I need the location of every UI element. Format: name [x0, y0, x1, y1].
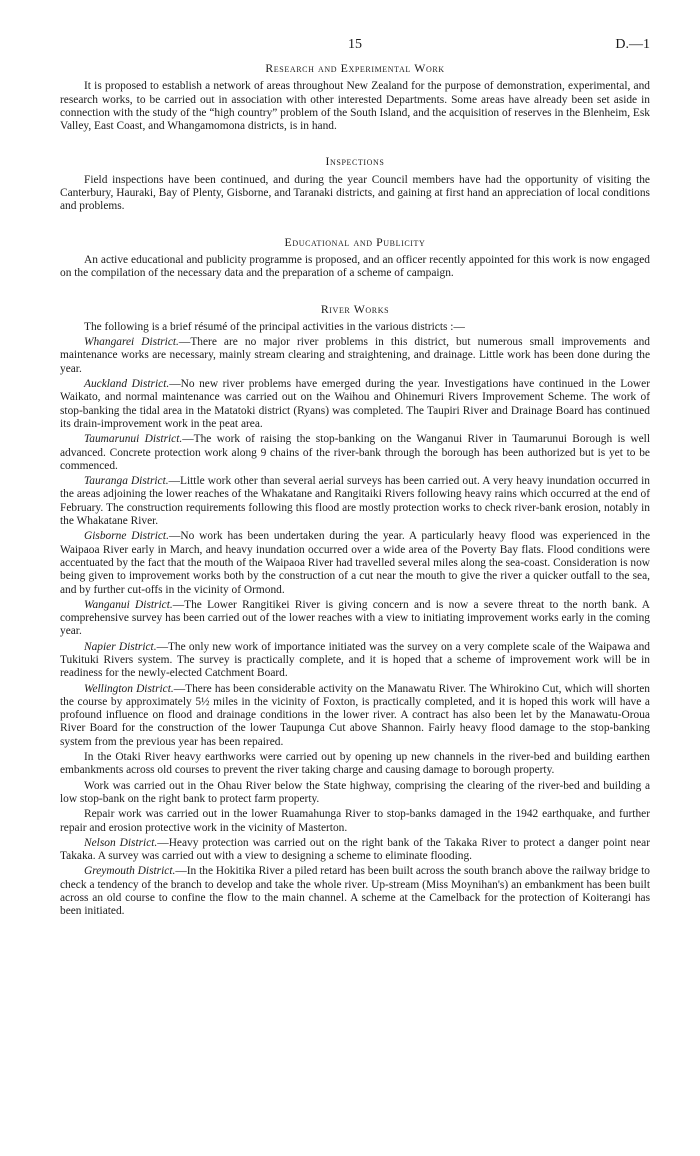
section-heading-publicity: Educational and Publicity — [284, 234, 426, 249]
district-name-whangarei: Whangarei District. — [84, 336, 179, 349]
section-river-works — [60, 303, 650, 919]
paragraph-otaki: In the Otaki River heavy earthworks were carried out by opening up new channels in the river-bed and building earthen embankments across old courses to prevent the river taking charge and causing damage to borough property. — [60, 751, 650, 777]
document-reference: D.—1 — [615, 37, 650, 52]
district-name-wellington: Wellington District. — [84, 682, 174, 695]
paragraph-nelson — [60, 837, 650, 864]
section-inspections — [60, 155, 650, 213]
paragraph-whangarei — [60, 336, 650, 376]
district-name-napier: Napier District. — [84, 640, 157, 653]
section-research — [60, 62, 650, 133]
paragraph-greymouth — [60, 865, 650, 918]
section-heading-research: Research and Experimental Work — [265, 61, 445, 75]
district-name-nelson: Nelson District. — [84, 836, 158, 849]
paragraph-publicity: An active educational and publicity programme is proposed, and an officer recently appointed for this work is now engaged on the compilation of the necessary data and the preparation of a scheme of campaign. — [60, 253, 650, 280]
paragraph-ohau: Work was carried out in the Ohau River below the State highway, comprising the clearing of the river-bed and building a low stop-bank on the right bank to protect farm property. — [60, 779, 650, 805]
paragraph-taumarunui — [60, 433, 650, 473]
paragraph-river-intro: The following is a brief résumé of the principal activities in the various districts :— — [84, 320, 465, 333]
section-heading-river-works: River Works — [320, 301, 390, 316]
paragraph-gisborne — [60, 530, 650, 596]
district-name-auckland: Auckland District. — [84, 378, 170, 391]
paragraph-wanganui — [60, 599, 650, 639]
district-name-gisborne: Gisborne District. — [84, 530, 169, 543]
paragraph-wellington — [60, 683, 650, 749]
page-number: 15 — [348, 37, 362, 52]
district-name-wanganui: Wanganui District. — [84, 598, 173, 611]
section-publicity — [60, 236, 650, 281]
district-text-wanganui: —The Lower Rangitikei River is giving concern and is now a severe threat to the north bank. A comprehensive survey has been carried out of the lower reaches with a view to initiating improvement works early in the coming year. — [60, 598, 650, 638]
district-text-gisborne: —No work has been undertaken during the year. A particularly heavy flood was experienced in the Waipaoa River early in March, and heavy inundation occurred over a wide area of the Poverty Bay flats. Flood conditions were accentuated by the fact that the mouth of the Waipaoa River had travelled several miles along the sea-coast. Consideration is now being given to improvement works both by the construction of a cut near the mouth to give the river a quicker outfall to the sea, and by further cut-offs in the vicinity of Ormond. — [60, 530, 650, 596]
district-text-taumarunui: —The work of raising the stop-banking on the Wanganui River in Taumarunui Borough is well advanced. Concrete protection work along 9 chains of the river-bank through the borough has been authorized but is yet to be commenced. — [60, 433, 650, 472]
paragraph-ruamahunga: Repair work was carried out in the lower Ruamahunga River to stop-banks damaged in the 1942 earthquake, and further repair and erosion protective work in the vicinity of Masterton. — [60, 808, 650, 834]
district-text-whangarei: —There are no major river problems in this district, but numerous small improvements and maintenance works are necessary, mainly stream clearing and straightening, and drainage. Little work has been done during the year. — [60, 336, 650, 375]
district-text-nelson: —Heavy protection was carried out on the right bank of the Takaka River to protect a danger point near Takaka. A survey was carried out with a view to designing a scheme to eliminate flooding. — [60, 836, 650, 863]
paragraph-napier — [60, 641, 650, 681]
district-text-napier: —The only new work of importance initiated was the survey on a very complete scale of the Waipawa and Tukituki Rivers system. The survey is practically complete, and it is hoped that a scheme of improvement work will be in readiness for the newly-elected Catchment Board. — [60, 640, 650, 680]
paragraph-research: It is proposed to establish a network of areas throughout New Zealand for the purpose of demonstration, experimental, and research works, to be carried out in association with other interested Departments. Some areas have already been set aside in connection with the study of the “high country” problem of the South Island, and the acquisition of reserves in the Blenheim, Esk Valley, East Coast, and Whangamomona districts, is in hand. — [60, 80, 650, 133]
district-text-tauranga: —Little work other than several aerial surveys has been carried out. A very heavy inundation occurred in the areas adjoining the lower reaches of the Whakatane and Rangitaiki Rivers following heavy rains which occurred at the end of February. The construction requirements following this flood are mostly protection works to check river-bank erosion, notably in the Whakatane River. — [60, 475, 651, 528]
district-text-wellington: —There has been considerable activity on the Manawatu River. The Whirokino Cut, which will shorten the course by approximately 5½ miles in the vicinity of Foxton, is practically completed, and it is hoped this work will have a profound influence on flood and drainage conditions in the lower river. A contract has also been let by the Manawatu-Oroua River Board for the construction of the lower Taupunga Cut above Shannon. Fairly heavy flood damage to the stop-banking system from the previous year has been repaired. — [60, 682, 650, 748]
district-name-taumarunui: Taumarunui District. — [84, 433, 183, 446]
paragraph-tauranga — [60, 475, 650, 528]
district-text-auckland: —No new river problems have emerged during the year. Investigations have continued in the Lower Waikato, and normal maintenance was carried out on the Waihou and Ohinemuri Rivers Improvement Scheme. The work of stop-banking the tidal area in the Matatoki district (Ryans) was completed. The Taupiri River and Drainage Board has continued its drain-improvement work in the peat area. — [60, 378, 650, 430]
paragraph-inspections: Field inspections have been continued, and during the year Council members have had the opportunity of visiting the Canterbury, Hauraki, Bay of Plenty, Gisborne, and Taranaki districts, and gaining at first hand an appreciation of local conditions and problems. — [60, 173, 650, 213]
page-header — [60, 38, 650, 62]
district-text-greymouth: —In the Hokitika River a piled retard has been built across the south branch above the railway bridge to check a tendency of the branch to develop and take the whole river. Up-stream (Miss Moynihan's) an embankment has been built across an old course to confine the flow to the main channel. A scheme at the Camelback for the protection of Koiterangi has been initiated. — [60, 865, 650, 918]
paragraph-auckland — [60, 378, 650, 431]
district-name-tauranga: Tauranga District. — [84, 475, 169, 488]
section-heading-inspections: Inspections — [325, 154, 385, 169]
district-name-greymouth: Greymouth District. — [84, 865, 176, 878]
